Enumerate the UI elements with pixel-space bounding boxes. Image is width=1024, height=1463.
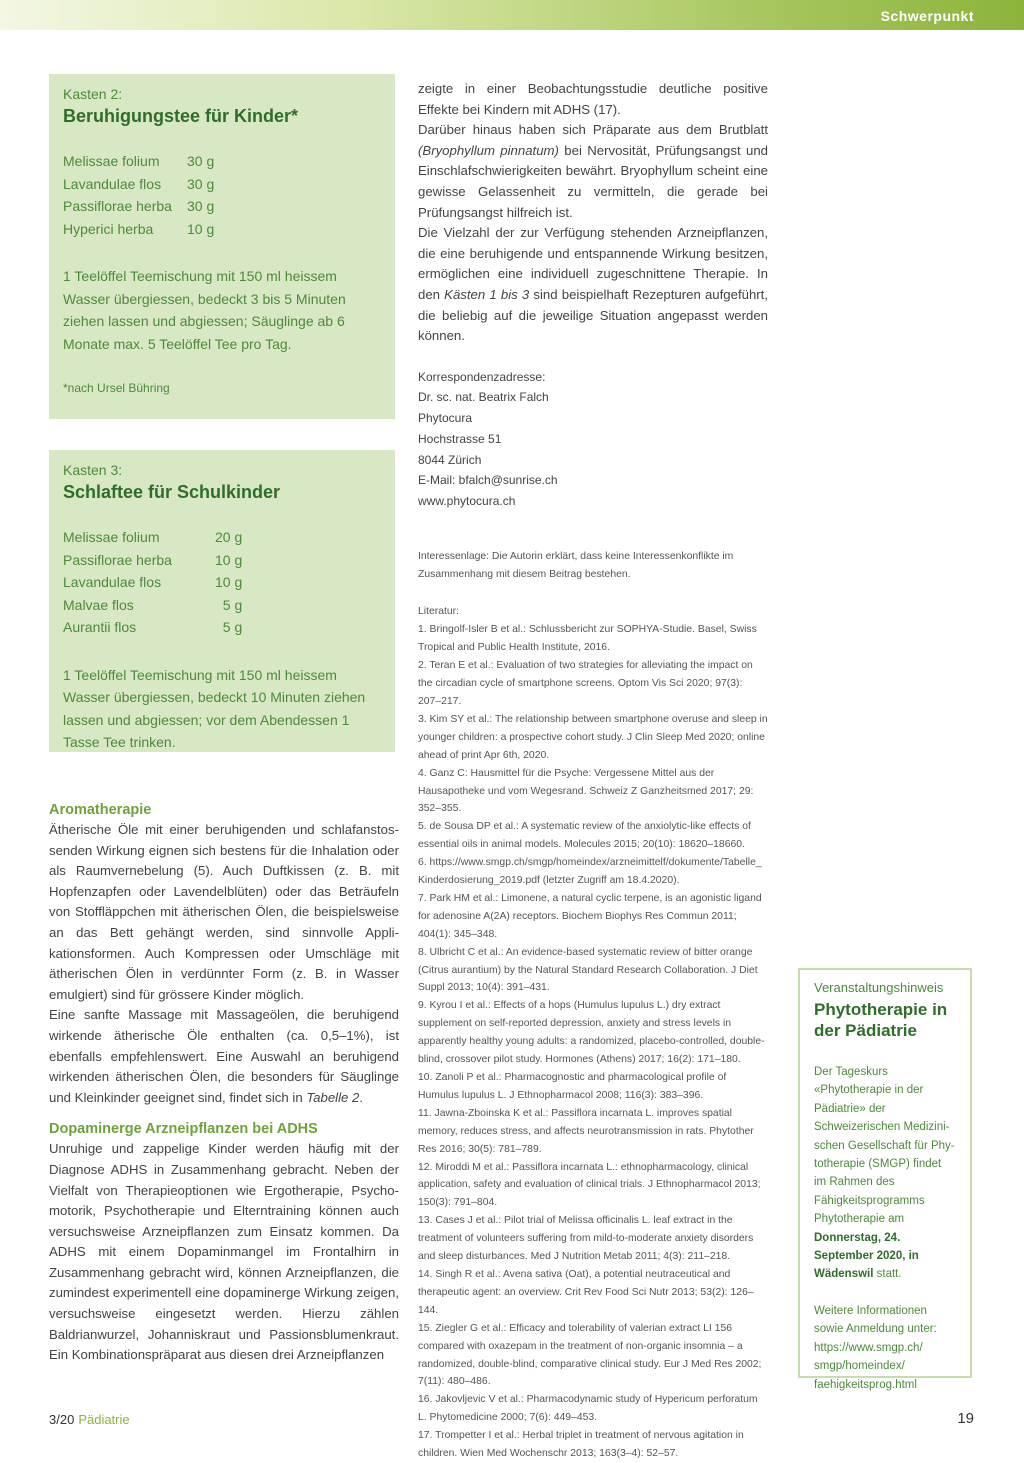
section-heading-adhs: Dopaminerge Arzneipflanzen bei ADHS xyxy=(49,1121,318,1138)
reference-item: 7. Park HM et al.: Limonene, a natural cyclic terpene, is an agonistic ligand for adenosine A(2A) receptors. Biochem Biophys Res Commun 2011; 404(1): 345–348. xyxy=(418,892,762,940)
ingredient-amount: 10 g xyxy=(215,574,243,590)
conflict-statement: Interessenlage: Die Autorin erklärt, dass keine Interessenkonflikte im Zusammenhang mit diesem Beitrag bestehen. xyxy=(418,550,734,580)
reference-item: 6. https://www.smgp.ch/smgp/homeindex/arzneimittelf/dokumente/Tabelle_ Kinderdosierung_2019.pdf (letzter Zugriff am 18.4.2020). xyxy=(418,857,762,887)
magazine-name: Pädiatrie xyxy=(78,1412,130,1427)
ingredient-row xyxy=(63,597,242,620)
ingredient-amount: 20 g xyxy=(215,529,243,545)
contact-line: Phytocura xyxy=(418,411,473,426)
paragraph: Eine sanfte Massage mit Massageölen, die beruhigend wirkende ätherische Öle enthalten (ca. 0,5–1%), ist ebenfalls empfehlenswert. Eine Auswahl an beruhigend wirkenden ätherischen Ölen, die besonders für Säuglinge und Kleinkinder geeignet sind, findet sich in Tabelle 2. xyxy=(49,1007,399,1105)
footer-issue: 3/20 Pädiatrie xyxy=(49,1412,130,1427)
paragraph: Unruhige und zappelige Kinder werden häufig mit der Diagnose ADHS in Zusammenhang gebracht. Neben der Vielfalt von Therapieoptionen wie Ergotherapie, Psychomotorik, Psychotherapie und Elterntraining können auch versuchsweise Arzneipflanzen zum Einsatz kommen. Da ADHS mit einem Dopaminmangel im Frontalhirn in Zusammenhang gebracht wird, können Arzneipflanzen, die zumindest experimentell eine dopaminerge Wirkung zeigen, versuchsweise eingesetzt werden. Hierzu zählen Baldrianwurzel, Johanniskraut und Passionsblumenkraut. Ein Kombinationspräparat aus diesen drei Arzneipflanzen xyxy=(49,1141,399,1363)
ingredient-amount: 30 g xyxy=(187,198,215,214)
contact-line: 8044 Zürich xyxy=(418,452,482,467)
page-number: 19 xyxy=(957,1410,974,1427)
left-column xyxy=(49,800,399,1366)
reference-item: 2. Teran E et al.: Evaluation of two strategies for alleviating the impact on the circadian cycle of smartphone screens. Optom Vis Sci 2020; 97(3): 207–217. xyxy=(418,660,753,707)
ingredient-name: Malvae flos xyxy=(63,596,134,613)
ingredient-name: Melissae folium xyxy=(63,529,160,545)
ingredient-row xyxy=(63,529,242,552)
section-heading-aroma: Aromatherapie xyxy=(49,802,152,818)
ingredient-name: Hyperici herba xyxy=(63,220,154,237)
ingredient-row xyxy=(63,574,242,597)
ingredient-name: Passiflorae herba xyxy=(63,198,172,214)
ingredient-amount: 10 g xyxy=(187,220,215,237)
event-title: Phytotherapie in der Pädiatrie xyxy=(814,1000,948,1040)
reference-item: 8. Ulbricht C et al.: An evidence-based systematic review of bitter orange (Citrus aurantium) by the Natural Standard Research Collaboration. J Diet Suppl 2013; 10(4): 391–431. xyxy=(418,946,758,994)
box-label: Kasten 3: xyxy=(63,462,123,478)
reference-item: 15. Ziegler G et al.: Efficacy and tolerability of valerian extract LI 156 compared with oxazepam in the treatment of non-organic insomnia – a randomized, double-blind, comparative clinical study. Eur J Med Res 2002; 7(11): 480–486. xyxy=(418,1322,762,1388)
ingredient-name: Passiflorae herba xyxy=(63,551,172,568)
header-bar xyxy=(0,0,1024,30)
reference-item: 12. Miroddi M et al.: Passiflora incarnata L.: ethnopharmacology, clinical application, safety and evaluation of clinical trials. J Ethnopharmacol 2013; 150(3): 791–804. xyxy=(418,1161,761,1209)
reference-item: 16. Jakovljevic V et al.: Pharmacodynamic study of Hypericum perforatum L. Phytomedicine 2000; 7(6): 449–453. xyxy=(418,1394,758,1424)
paragraph: Die Vielzahl der zur Verfügung stehenden Arzneipflanzen, die eine beruhigende und entspannende Wirkung besitzen, ermöglichen eine individuell zugeschnittene Therapie. In den Kästen 1 bis 3 sind beispielhaft Rezepturen aufgeführt, die beliebig auf die jeweilige Situation angepasst werden können. xyxy=(418,225,769,344)
ingredient-amount: 30 g xyxy=(187,175,215,192)
middle-column xyxy=(418,79,768,1463)
table-reference: Tabelle 2 xyxy=(306,1089,360,1105)
reference-item: 4. Ganz C: Hausmittel für die Psyche: Vergessene Mittel aus der Hausapotheke und vom Wegesrand. Schweiz Z Ganzheitsmed 2017; 29: 352–355. xyxy=(418,767,754,815)
reference-item: 5. de Sousa DP et al.: A systematic review of the anxiolytic-like effects of essential oils in animal models. Molecules 2015; 20(10): 18620–18660. xyxy=(418,821,751,851)
ingredient-name: Lavandulae flos xyxy=(63,574,162,590)
contact-line: Hochstrasse 51 xyxy=(418,431,502,446)
ingredient-row xyxy=(63,153,214,176)
paragraph: Ätherische Öle mit einer beruhigenden und schlafanstossenden Wirkung eignen sich bestens für die Inhalation oder als Raumvernebelung (5). Auch Duftkissen (z. B. mit Hopfenzapfen oder Lavendelblüten) oder das Beträufeln von Stoffläppchen mit ätherischen Ölen, die beispielsweise an das Bett gehängt werden, sind sinnvolle Applikationsformen. Auch Kompressen oder Umschläge mit ätherischen Ölen in verdünnter Form (z. B. in Wasser emulgiert) sind für grössere Kinder möglich. xyxy=(49,822,399,1002)
box-instructions: 1 Teelöffel Teemischung mit 150 ml heissem Wasser übergiessen, bedeckt 3 bis 5 Minuten ziehen lassen und abgiessen; Säuglinge ab 6 Monate max. 5 Teelöffel Tee pro Tag. xyxy=(63,268,346,352)
ingredient-amount: 5 g xyxy=(222,619,243,635)
ingredient-row xyxy=(63,176,214,199)
contact-line: Dr. sc. nat. Beatrix Falch xyxy=(418,390,549,405)
literature xyxy=(418,603,768,1463)
reference-item: 11. Jawna-Zboinska K et al.: Passiflora incarnata L. improves spatial memory, reduces stress, and affects neurotransmission in rats. Phytother Res 2016; 30(5): 781–789. xyxy=(418,1107,754,1155)
contact-line: www.phytocura.ch xyxy=(418,493,516,508)
reference-item: 13. Cases J et al.: Pilot trial of Melissa officinalis L. leaf extract in the treatment of volunteers suffering from mild-to-moderate anxiety disorders and sleep disturbances. Med J Nutrition Metab 2011; 4(3): 211–218. xyxy=(418,1215,754,1263)
literature-heading: Literatur: xyxy=(418,606,460,618)
ingredient-amount: 30 g xyxy=(187,153,215,169)
reference-item: 9. Kyrou I et al.: Effects of a hops (Humulus lupulus L.) dry extract supplement on self-reported depression, anxiety and stress levels in apparently healthy young adults: a randomized, placebo-controlled, double-blind, crossover pilot study. Hormones (Athens) 2017; 16(2): 171–180. xyxy=(418,1000,765,1066)
reference-item: 17. Trompetter I et al.: Herbal triplet in treatment of nervous agitation in children. Wien Med Wochenschr 2013; 163(3–4): 52–57. xyxy=(418,1430,744,1460)
reference-item: 1. Bringolf-Isler B et al.: Schlussbericht zur SOPHYA-Studie. Basel, Swiss Tropical and Public Health Institute, 2016. xyxy=(418,624,757,654)
ingredient-table xyxy=(63,529,242,642)
ingredient-name: Lavandulae flos xyxy=(63,175,162,192)
section-title: Schwerpunkt xyxy=(880,8,974,24)
contact-heading: Korrespondenzadresse: xyxy=(418,369,546,384)
paragraph: Darüber hinaus haben sich Präparate aus dem Brutblatt (Bryophyllum pinnatum) bei Nervosität, Prüfungsangst und Einschlafschwierigkeiten bewährt. Bryophyllum scheint eine gewisse Gelassenheit zu vermitteln, die gerade bei Prüfungsangst hilfreich ist. xyxy=(418,122,768,220)
box-2 xyxy=(49,74,395,419)
reference-item: 10. Zanoli P et al.: Pharmacognostic and pharmacological profile of Humulus lupulus L. J Ethnopharmacol 2008; 116(3): 383–396. xyxy=(418,1072,727,1101)
box-title: Beruhigungstee für Kinder* xyxy=(63,106,299,126)
box-label: Kasten 2: xyxy=(63,86,123,102)
contact-block xyxy=(418,367,768,512)
ingredient-name: Melissae folium xyxy=(63,153,160,169)
ingredient-row xyxy=(63,198,214,221)
reference-item: 3. Kim SY et al.: The relationship between smartphone overuse and sleep in younger children: a prospective cohort study. J Clin Sleep Med 2020; online ahead of print Apr 6th, 2020. xyxy=(418,713,768,761)
box-title: Schlaftee für Schulkinder xyxy=(63,482,281,502)
ingredient-row xyxy=(63,221,214,244)
box-instructions: 1 Teelöffel Teemischung mit 150 ml heissem Wasser übergiessen, bedeckt 10 Minuten ziehen lassen und abgiessen; vor dem Abendessen 1 Tasse Tee trinken. xyxy=(63,666,366,750)
event-link[interactable]: Weitere Informationen sowie Anmeldung unter: https://www.smgp.ch/ smgp/homeindex/ faehigkeitsprog.html xyxy=(814,1304,937,1391)
ingredient-row xyxy=(63,552,242,575)
reference-item: 14. Singh R et al.: Avena sativa (Oat), a potential neutraceutical and therapeutic agent: an overview. Crit Rev Food Sci Nutr 2013; 53(2): 126–144. xyxy=(418,1268,754,1316)
event-description: Der Tageskurs «Phytotherapie in der Pädiatrie» der Schweizerischen Medizinischen Gesellschaft für Phytotherapie (SMGP) findet im Rahmen des Fähigkeitsprogramms Phytotherapie am Donnerstag, 24. September 2020, in Wädenswil statt. xyxy=(814,1066,955,1281)
ingredient-name: Aurantii flos xyxy=(63,619,137,635)
box-footnote: *nach Ursel Bühring xyxy=(63,381,170,395)
event-label: Veranstaltungshinweis xyxy=(814,980,944,995)
contact-line: E-Mail: bfalch@sunrise.ch xyxy=(418,473,558,488)
ingredient-amount: 5 g xyxy=(222,596,243,613)
ingredient-row xyxy=(63,619,242,642)
paragraph: zeigte in einer Beobachtungsstudie deutliche positive Effekte bei Kindern mit ADHS (17). xyxy=(418,81,768,117)
event-box xyxy=(798,968,972,1391)
ingredient-table xyxy=(63,153,214,243)
box-3 xyxy=(49,450,395,752)
ingredient-amount: 10 g xyxy=(215,551,243,568)
